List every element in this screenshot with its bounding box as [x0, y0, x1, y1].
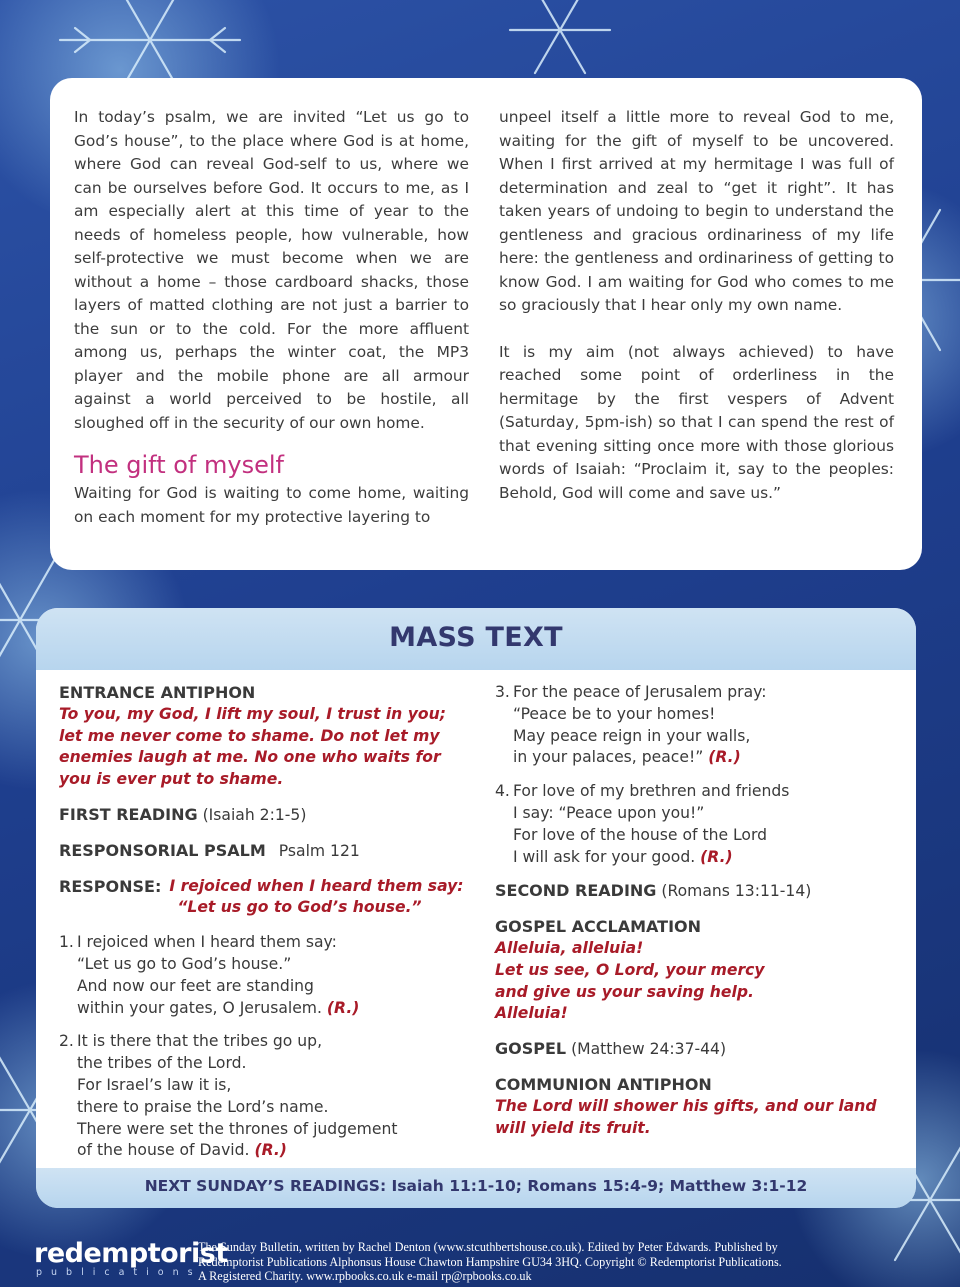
- communion-antiphon-label: COMMUNION ANTIPHON: [494, 1074, 712, 1094]
- article-paragraph: Waiting for God is waiting to come home, waiting on each moment for my protective layering to: [74, 484, 469, 526]
- gospel-acclamation-label: GOSPEL ACCLAMATION: [494, 917, 702, 937]
- article-paragraph: It is my aim (not always achieved) to have reached some point of orderliness in the hermitage by the first vespers of Advent (Saturday, 5pm-ish) so that I can spend the rest of that evening sitting once more with those glorious words of Isaiah: “Proclaim it, say to the peoples: Behold, God will come and save us.”: [499, 342, 894, 502]
- verse-line: there to praise the Lord’s name.: [77, 1097, 329, 1116]
- psalm-verse-3: [495, 682, 898, 769]
- article-left-column: [74, 106, 469, 529]
- psalm-ref: Psalm 121: [278, 841, 360, 860]
- first-reading: [59, 804, 467, 827]
- entrance-antiphon: [59, 682, 467, 791]
- response-marker: (R.): [700, 847, 733, 866]
- gospel-ref: (Matthew 24:37-44): [571, 1040, 727, 1059]
- psalm-verse-4: [495, 781, 898, 868]
- publication-credits: [198, 1240, 928, 1284]
- article-right-column: [499, 106, 894, 529]
- response-marker: (R.): [708, 748, 741, 767]
- mass-text-title: MASS TEXT: [389, 622, 563, 653]
- verse-line: For the peace of Jerusalem pray:: [512, 683, 767, 701]
- response-label: RESPONSE:: [59, 876, 162, 896]
- mass-text-card: [36, 608, 916, 1208]
- psalm-verse-2: [59, 1031, 467, 1162]
- footer: [0, 1232, 960, 1287]
- credits-line: A Registered Charity. www.rpbooks.co.uk e-mail rp@rpbooks.co.uk: [198, 1269, 532, 1283]
- credits-line: The Sunday Bulletin, written by Rachel Denton (www.stcuthbertshouse.co.uk). Edited by Peter Edwards. Published by: [198, 1240, 778, 1254]
- verse-number: 4.: [494, 782, 510, 801]
- verse-line: I will ask for your good. (R.): [512, 847, 733, 866]
- mass-left-column: [59, 682, 467, 1174]
- verse-line: For love of the house of the Lord: [512, 825, 767, 844]
- communion-antiphon: [495, 1074, 898, 1139]
- gospel-acclamation: [495, 916, 898, 1025]
- verse-line: the tribes of the Lord.: [77, 1054, 247, 1073]
- acclamation-line: Let us see, O Lord, your mercy: [494, 960, 765, 979]
- second-reading-label: SECOND READING: [494, 881, 657, 901]
- verse-line: “Peace be to your homes!: [512, 704, 716, 723]
- psalm-verse-1: [59, 932, 467, 1019]
- article-paragraph: In today’s psalm, we are invited “Let us go to God’s house”, to the place where God is at home, where God can reveal God-self to us, where we can be ourselves before God. It occurs to me, as I am especially alert at this time of year to the needs of homeless people, how vulnerable, how self-protective we must become when we are without a home – those cardboard shacks, those layers of matted clothing are not just a barrier to the sun or to the cold. For the more affluent among us, perhaps the winter coat, the MP3 player and the mobile phone are all armour against a world perceived to be hostile, all sloughed off in the security of our own home.: [74, 108, 469, 432]
- verse-number: 3.: [494, 683, 510, 701]
- verse-line: I rejoiced when I heard them say:: [77, 933, 337, 952]
- next-sunday-readings: NEXT SUNDAY’S READINGS: Isaiah 11:1-10; Romans 15:4-9; Matthew 3:1-12: [36, 1168, 916, 1208]
- entrance-antiphon-label: ENTRANCE ANTIPHON: [59, 683, 256, 702]
- mass-text-header: [36, 608, 916, 670]
- acclamation-line: Alleluia, alleluia!: [494, 938, 644, 957]
- verse-line: of the house of David. (R.): [77, 1141, 287, 1160]
- credits-line: Redemptorist Publications Alphonsus House Chawton Hampshire GU34 3HQ. Copyright © Redemptorist Publications.: [198, 1254, 782, 1269]
- response-marker: (R.): [254, 1141, 287, 1160]
- verse-number: 1.: [59, 933, 74, 952]
- verse-line: May peace reign in your walls,: [512, 726, 751, 745]
- second-reading-ref: (Romans 13:11-14): [661, 882, 812, 901]
- verse-line: For love of my brethren and friends: [512, 782, 790, 801]
- verse-line: For Israel’s law it is,: [77, 1075, 232, 1094]
- response-line: “Let us go to God’s house.”: [177, 898, 422, 917]
- verse-line: within your gates, O Jerusalem. (R.): [77, 998, 360, 1017]
- article-card: [50, 78, 922, 570]
- response-line: I rejoiced when I heard them say:: [169, 876, 464, 895]
- verse-line: I say: “Peace upon you!”: [512, 803, 705, 822]
- verse-number: 2.: [59, 1032, 74, 1051]
- article-paragraph: unpeel itself a little more to reveal God to me, waiting for the gift of myself to be uncovered. When I first arrived at my hermitage I was full of determination and zeal to “get it right”. It has taken years of undoing to begin to understand the gentleness and gracious ordinariness of my life here: the gentleness and ordinariness of getting to know God. I am waiting for God who comes to me so graciously that I hear only my own name.: [499, 108, 894, 314]
- logo-wordmark: redemptorist: [34, 1238, 228, 1269]
- gospel: [495, 1038, 898, 1061]
- logo-subtitle: publications: [36, 1267, 202, 1278]
- entrance-antiphon-text: To you, my God, I lift my soul, I trust in you; let me never come to shame. Do not let my enemies laugh at me. No one who waits for you is ever put to shame.: [59, 704, 446, 789]
- response-marker: (R.): [326, 998, 360, 1017]
- verse-line: It is there that the tribes go up,: [77, 1032, 323, 1051]
- first-reading-ref: (Isaiah 2:1-5): [202, 805, 307, 824]
- first-reading-label: FIRST READING: [59, 804, 198, 824]
- mass-right-column: [495, 682, 898, 1174]
- gospel-label: GOSPEL: [494, 1039, 567, 1059]
- acclamation-line: and give us your saving help.: [494, 982, 754, 1001]
- acclamation-line: Alleluia!: [494, 1004, 568, 1023]
- verse-line: There were set the thrones of judgement: [77, 1119, 398, 1138]
- responsorial-psalm: [59, 840, 467, 863]
- response-text: [169, 876, 463, 920]
- second-reading: [495, 880, 898, 903]
- response: [59, 876, 467, 920]
- verse-line: And now our feet are standing: [77, 976, 314, 995]
- psalm-label: RESPONSORIAL PSALM: [59, 840, 266, 860]
- article-subheading: The gift of myself: [74, 451, 284, 479]
- communion-antiphon-text: The Lord will shower his gifts, and our land will yield its fruit.: [494, 1096, 877, 1137]
- verse-line: “Let us go to God’s house.”: [77, 954, 292, 973]
- verse-line: in your palaces, peace!” (R.): [512, 748, 741, 767]
